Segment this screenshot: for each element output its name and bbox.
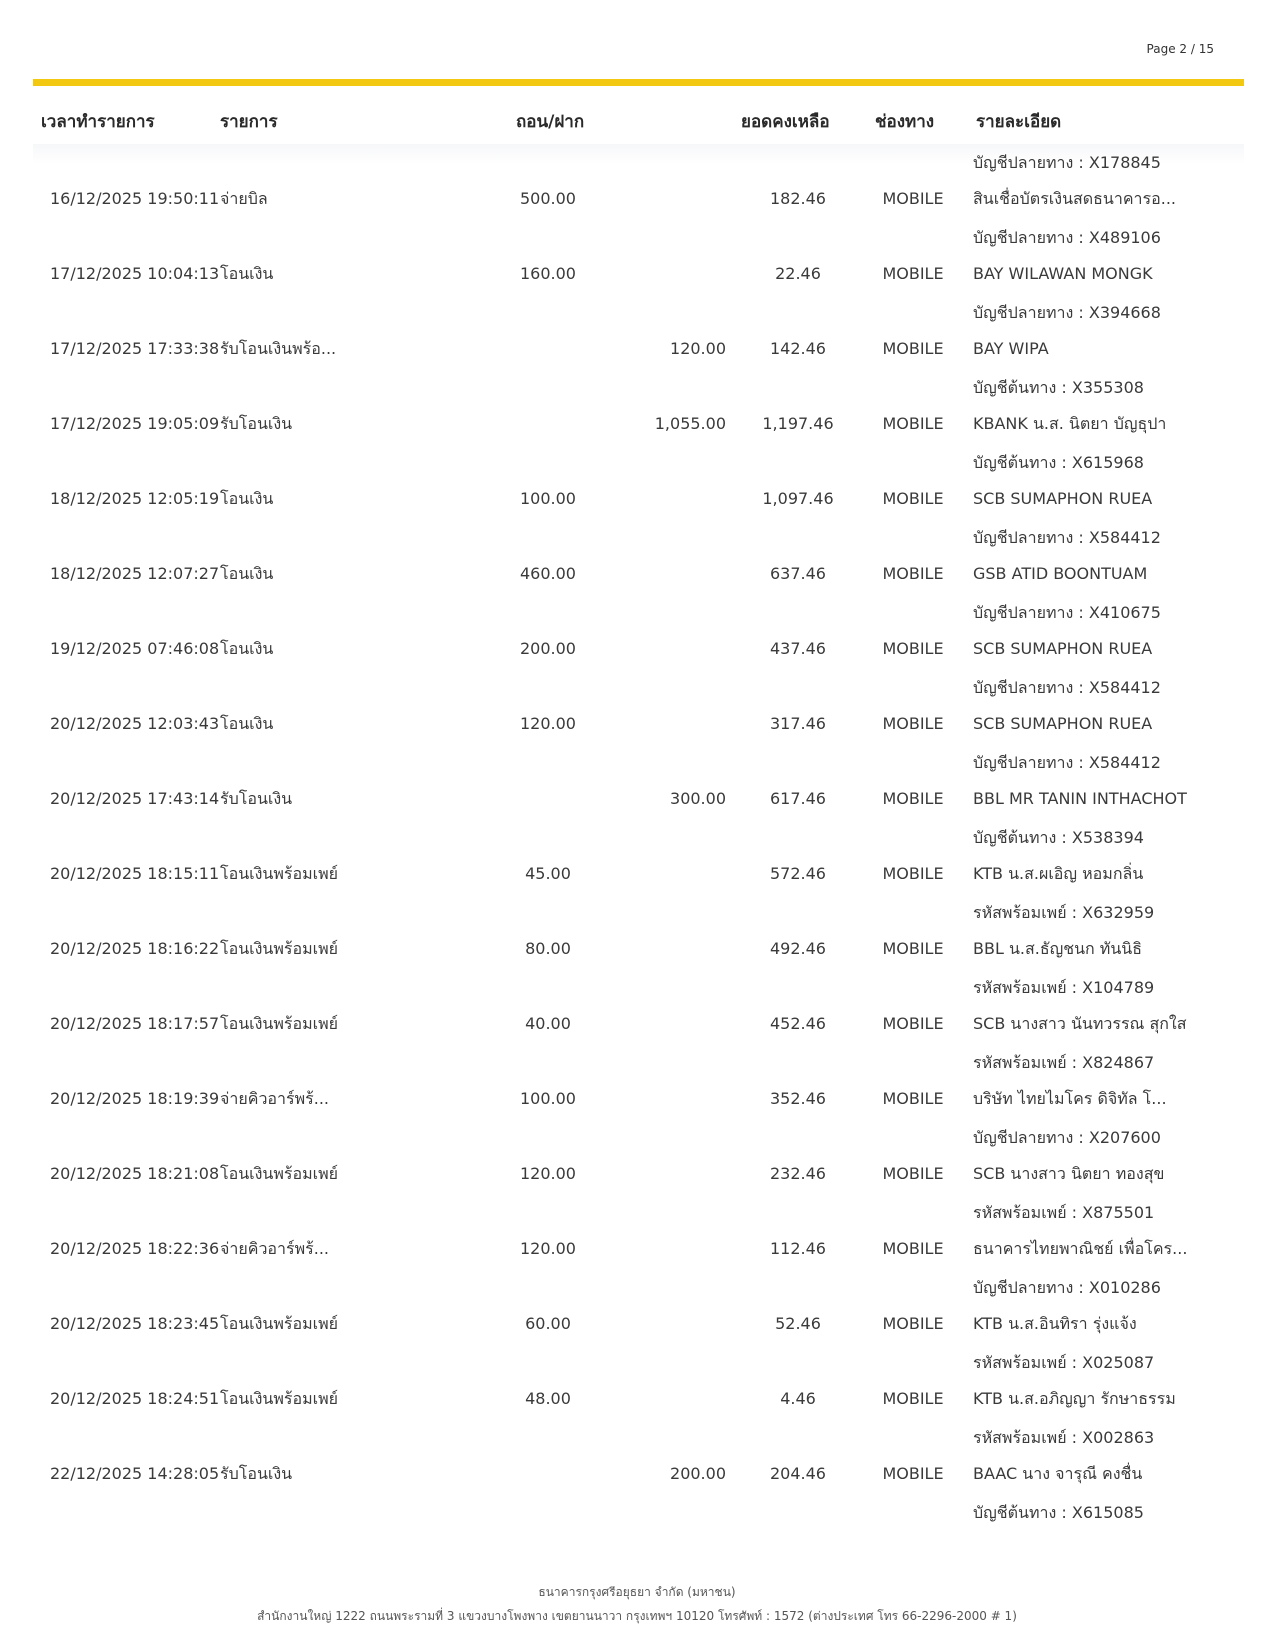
cell-withdraw: 460.00 [520,564,576,583]
cell-withdraw: 120.00 [520,1164,576,1183]
cell-detail-account: รหัสพร้อมเพย์ : X104789 [973,978,1155,997]
cell-detail: SCB SUMAPHON RUEA [973,714,1153,733]
cell-description: โอนเงินพร้อมเพย์ [220,1014,339,1033]
cell-detail: BAY WILAWAN MONGK [973,264,1153,283]
cell-detail-account: บัญชีปลายทาง : X584412 [973,528,1161,547]
cell-balance: 452.46 [770,1014,826,1033]
cell-withdraw: 60.00 [525,1314,571,1333]
table-row [33,900,1244,975]
cell-detail-account: รหัสพร้อมเพย์ : X875501 [973,1203,1155,1222]
cell-description: จ่ายบิล [220,189,268,208]
cell-balance: 352.46 [770,1089,826,1108]
cell-balance: 4.46 [780,1389,816,1408]
cell-balance: 637.46 [770,564,826,583]
cell-withdraw: 500.00 [520,189,576,208]
cell-time: 17/12/2025 17:33:38 [50,339,220,358]
cell-balance: 204.46 [770,1464,826,1483]
cell-description: รับโอนเงิน [220,1464,293,1483]
cell-balance: 112.46 [770,1239,826,1258]
cell-time: 17/12/2025 10:04:13 [50,264,220,283]
cell-balance: 1,097.46 [762,489,834,508]
cell-detail-account: บัญชีต้นทาง : X615085 [973,1503,1144,1522]
cell-description: โอนเงินพร้อมเพย์ [220,939,339,958]
cell-detail: BBL MR TANIN INTHACHOT [973,789,1187,808]
cell-detail-account: รหัสพร้อมเพย์ : X025087 [973,1353,1155,1372]
cell-detail-account: บัญชีปลายทาง : X410675 [973,603,1161,622]
cell-detail: KTB น.ส.อภิญญา รักษาธรรม [973,1389,1176,1408]
cell-balance: 572.46 [770,864,826,883]
cell-channel: MOBILE [882,1239,944,1258]
cell-description: โอนเงินพร้อมเพย์ [220,1314,339,1333]
footer-address: สำนักงานใหญ่ 1222 ถนนพระรามที่ 3 แขวงบางโพงพาง เขตยานนาวา กรุงเทพฯ 10120 โทรศัพท์ : 1572 (ต่างประเทศ โทร 66-2296-2000 # 1) [257,1609,1017,1623]
cell-detail: BBL น.ส.ธัญชนก ทันนิธิ [973,939,1142,958]
cell-deposit: 1,055.00 [654,414,726,433]
cell-detail-account: บัญชีปลายทาง : X010286 [973,1278,1161,1297]
cell-channel: MOBILE [882,864,944,883]
cell-description: โอนเงิน [220,639,274,658]
cell-detail: SCB นางสาว นันทวรรณ สุกใส [973,1014,1187,1033]
cell-channel: MOBILE [882,1089,944,1108]
table-row [33,525,1244,600]
cell-detail-account: บัญชีปลายทาง : X584412 [973,753,1161,772]
cell-detail-account: บัญชีต้นทาง : X538394 [973,828,1144,847]
cell-description: โอนเงิน [220,714,274,733]
cell-detail-account: รหัสพร้อมเพย์ : X824867 [973,1053,1155,1072]
cell-description: โอนเงินพร้อมเพย์ [220,864,339,883]
cell-time: 18/12/2025 12:05:19 [50,489,220,508]
cell-balance: 317.46 [770,714,826,733]
table-row [33,1350,1244,1425]
cell-time: 17/12/2025 19:05:09 [50,414,220,433]
table-row [33,1425,1244,1500]
cell-detail: BAAC นาง จารุณี คงชื่น [973,1464,1143,1483]
table-row [33,675,1244,750]
cell-time: 19/12/2025 07:46:08 [50,639,220,658]
cell-deposit: 200.00 [670,1464,726,1483]
cell-deposit: 300.00 [670,789,726,808]
cell-detail-account: บัญชีต้นทาง : X355308 [973,378,1144,397]
header-accent-bar [33,79,1244,86]
cell-channel: MOBILE [882,264,944,283]
cell-withdraw: 100.00 [520,489,576,508]
cell-detail-account: บัญชีปลายทาง : X489106 [973,228,1161,247]
cell-detail: KBANK น.ส. นิตยา บัญธุปา [973,414,1167,433]
cell-channel: MOBILE [882,939,944,958]
cell-channel: MOBILE [882,414,944,433]
cell-time: 18/12/2025 12:07:27 [50,564,220,583]
table-row-tail [33,1500,1244,1530]
cell-channel: MOBILE [882,1014,944,1033]
page-number: Page 2 / 15 [1146,42,1214,56]
cell-time: 20/12/2025 18:21:08 [50,1164,220,1183]
cell-description: รับโอนเงินพร้อ... [220,339,337,358]
cell-description: รับโอนเงิน [220,414,293,433]
cell-channel: MOBILE [882,1389,944,1408]
cell-description: โอนเงิน [220,564,274,583]
cell-detail: BAY WIPA [973,339,1049,358]
cell-balance: 1,197.46 [762,414,834,433]
cell-channel: MOBILE [882,789,944,808]
cell-detail: SCB SUMAPHON RUEA [973,639,1153,658]
cell-detail: สินเชื่อบัตรเงินสดธนาคารอ... [973,189,1176,208]
transaction-table [33,150,1244,1530]
table-row [33,1200,1244,1275]
table-row [33,375,1244,450]
cell-detail: KTB น.ส.ผเอิญ หอมกลิ่น [973,864,1144,883]
cell-detail-account: รหัสพร้อมเพย์ : X002863 [973,1428,1155,1447]
cell-balance: 492.46 [770,939,826,958]
cell-balance: 52.46 [775,1314,821,1333]
cell-detail: SCB นางสาว นิตยา ทองสุข [973,1164,1165,1183]
cell-withdraw: 200.00 [520,639,576,658]
cell-balance: 142.46 [770,339,826,358]
table-row [33,150,1244,225]
cell-balance: 232.46 [770,1164,826,1183]
cell-detail-account: บัญชีต้นทาง : X615968 [973,453,1144,472]
cell-channel: MOBILE [882,1464,944,1483]
cell-withdraw: 40.00 [525,1014,571,1033]
cell-withdraw: 48.00 [525,1389,571,1408]
table-row [33,450,1244,525]
cell-time: 20/12/2025 18:17:57 [50,1014,220,1033]
table-row [33,600,1244,675]
footer-bank-name: ธนาคารกรุงศรีอยุธยา จำกัด (มหาชน) [538,1585,736,1599]
cell-time: 16/12/2025 19:50:11 [50,189,220,208]
cell-channel: MOBILE [882,714,944,733]
cell-detail-account: บัญชีปลายทาง : X584412 [973,678,1161,697]
cell-time: 20/12/2025 18:24:51 [50,1389,220,1408]
table-row [33,1275,1244,1350]
cell-description: จ่ายคิวอาร์พร้... [220,1089,330,1108]
cell-time: 20/12/2025 18:22:36 [50,1239,220,1258]
table-row [33,825,1244,900]
table-row [33,225,1244,300]
table-row [33,750,1244,825]
header-balance: ยอดคงเหลือ [741,112,830,132]
cell-time: 20/12/2025 18:15:11 [50,864,220,883]
cell-channel: MOBILE [882,564,944,583]
cell-description: จ่ายคิวอาร์พร้... [220,1239,330,1258]
cell-channel: MOBILE [882,489,944,508]
cell-description: โอนเงิน [220,489,274,508]
cell-detail: KTB น.ส.อินทิรา รุ่งแจ้ง [973,1314,1137,1333]
header-detail: รายละเอียด [976,112,1062,132]
cell-time: 20/12/2025 12:03:43 [50,714,220,733]
cell-detail: GSB ATID BOONTUAM [973,564,1148,583]
cell-channel: MOBILE [882,189,944,208]
cell-time: 20/12/2025 18:16:22 [50,939,220,958]
cell-description: โอนเงินพร้อมเพย์ [220,1164,339,1183]
cell-detail: ธนาคารไทยพาณิชย์ เพื่อโคร... [973,1239,1188,1258]
cell-withdraw: 120.00 [520,1239,576,1258]
cell-withdraw: 80.00 [525,939,571,958]
cell-detail-account: บัญชีปลายทาง : X178845 [973,153,1161,172]
cell-withdraw: 100.00 [520,1089,576,1108]
table-row [33,975,1244,1050]
cell-time: 20/12/2025 18:23:45 [50,1314,220,1333]
cell-channel: MOBILE [882,639,944,658]
cell-withdraw: 45.00 [525,864,571,883]
header-description: รายการ [220,112,278,132]
cell-description: รับโอนเงิน [220,789,293,808]
cell-deposit: 120.00 [670,339,726,358]
cell-detail-account: รหัสพร้อมเพย์ : X632959 [973,903,1155,922]
cell-detail: บริษัท ไทยไมโคร ดิจิทัล โ... [973,1089,1167,1108]
table-header [33,100,1244,140]
cell-channel: MOBILE [882,339,944,358]
cell-balance: 22.46 [775,264,821,283]
cell-balance: 182.46 [770,189,826,208]
cell-withdraw: 120.00 [520,714,576,733]
table-row [33,300,1244,375]
cell-time: 20/12/2025 17:43:14 [50,789,220,808]
header-channel: ช่องทาง [875,112,935,132]
cell-detail-account: บัญชีปลายทาง : X394668 [973,303,1161,322]
cell-channel: MOBILE [882,1314,944,1333]
cell-balance: 617.46 [770,789,826,808]
header-withdraw-deposit: ถอน/ฝาก [516,112,585,132]
cell-time: 20/12/2025 18:19:39 [50,1089,220,1108]
cell-channel: MOBILE [882,1164,944,1183]
cell-detail: SCB SUMAPHON RUEA [973,489,1153,508]
cell-description: โอนเงิน [220,264,274,283]
cell-withdraw: 160.00 [520,264,576,283]
cell-balance: 437.46 [770,639,826,658]
header-time: เวลาทำรายการ [41,112,155,132]
table-row [33,1125,1244,1200]
table-row [33,1050,1244,1125]
page-footer [0,1580,1274,1628]
cell-description: โอนเงินพร้อมเพย์ [220,1389,339,1408]
cell-time: 22/12/2025 14:28:05 [50,1464,220,1483]
cell-detail-account: บัญชีปลายทาง : X207600 [973,1128,1161,1147]
